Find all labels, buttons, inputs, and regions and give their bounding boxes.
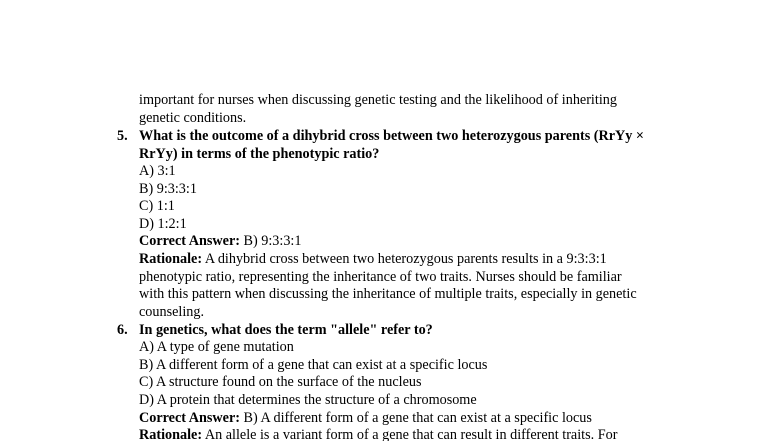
question-5-option-a: A) 3:1: [139, 163, 176, 179]
question-5-rationale-line-1: [139, 251, 607, 269]
question-6-option-d: D) A protein that determines the structure of a chromosome: [139, 392, 477, 408]
question-6-option-b: B) A different form of a gene that can exist at a specific locus: [139, 357, 488, 373]
question-5-rationale-line-4: counseling.: [139, 304, 205, 320]
rationale-label: Rationale:: [139, 427, 203, 441]
question-5-rationale-line-3: with this pattern when discussing the inheritance of multiple traits, especially in genetic: [139, 286, 637, 302]
question-6-rationale-line-1: [139, 427, 617, 441]
question-6-correct-answer: [139, 410, 592, 428]
question-5-text-line-1: What is the outcome of a dihybrid cross between two heterozygous parents (RrYy ×: [139, 128, 645, 144]
correct-answer-label: Correct Answer:: [139, 410, 240, 426]
question-5-option-d: D) 1:2:1: [139, 216, 187, 232]
correct-answer-value: B) 9:3:3:1: [239, 233, 302, 249]
question-5-option-c: C) 1:1: [139, 198, 175, 214]
intro-line-1: important for nurses when discussing genetic testing and the likelihood of inheriting: [139, 92, 617, 108]
rationale-label: Rationale:: [139, 251, 203, 267]
question-5-number: 5.: [117, 128, 128, 144]
rationale-text: A dihybrid cross between two heterozygous parents results in a 9:3:3:1: [202, 251, 607, 267]
question-5-text-line-2: RrYy) in terms of the phenotypic ratio?: [139, 146, 380, 162]
question-6-option-a: A) A type of gene mutation: [139, 339, 294, 355]
question-6-text-line-1: In genetics, what does the term "allele" refer to?: [139, 322, 433, 338]
question-6-option-c: C) A structure found on the surface of the nucleus: [139, 374, 422, 390]
question-5-correct-answer: [139, 233, 301, 251]
intro-line-2: genetic conditions.: [139, 110, 247, 126]
rationale-text: An allele is a variant form of a gene that can result in different traits. For: [202, 427, 618, 441]
question-5-option-b: B) 9:3:3:1: [139, 181, 197, 197]
question-6-number: 6.: [117, 322, 128, 338]
question-5-rationale-line-2: phenotypic ratio, representing the inheritance of two traits. Nurses should be familiar: [139, 269, 622, 285]
correct-answer-value: B) A different form of a gene that can exist at a specific locus: [239, 410, 592, 426]
correct-answer-label: Correct Answer:: [139, 233, 240, 249]
